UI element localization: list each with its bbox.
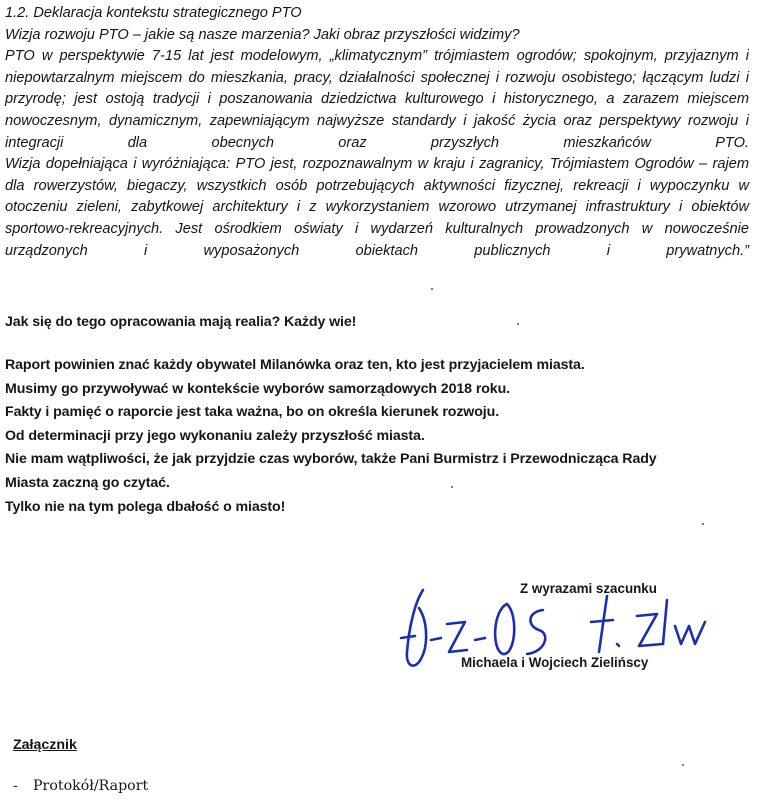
statement-line: Fakty i pamięć o raporcie jest taka ważna, bo on określa kierunek rozwoju. [5, 404, 500, 421]
signature-stroke [637, 614, 663, 646]
quote-complement: Wizja dopełniająca i wyróżniająca: PTO jest, rozpoznawalnym w kraju i zagranicy, Trójmiastem Ogrodów – rajem dla rowerzystów, biegaczy, wszystkich osób potrzebujących aktywności fizycznej, rekreacji i wypoczynku w otoczeniu zieleni, zabytkowej architektury i z wykorzystaniem wzorowo utrzymanej infrastruktury i obiektów sportowo-rekreacyjnych. Jest ośrodkiem oświaty i wydarzeń kulturalnych prowadzonych w nowocześnie urządzonych i wyposażonych obiektach publicznych i prywatnych.” [5, 156, 749, 259]
question-paragraph [5, 311, 705, 335]
signature-stroke [447, 622, 467, 652]
signature-stroke [675, 622, 705, 644]
signature-stroke [527, 610, 545, 654]
signature-stroke [591, 620, 613, 622]
statement-line: Raport powinien znać każdy obywatel Milanówka oraz ten, kto jest przyjacielem miasta. [5, 357, 585, 373]
quote-question: Wizja rozwoju PTO – jakie są nasze marzenia? Jaki obraz przyszłości widzimy? [5, 26, 520, 43]
quote-heading: 1.2. Deklaracja kontekstu strategicznego PTO [5, 5, 302, 21]
signature-stroke [663, 600, 667, 644]
scan-speck [702, 523, 704, 525]
closing-phrase: Z wyrazami szacunku [520, 581, 657, 596]
scan-speck [682, 764, 684, 766]
signature-stroke [407, 590, 426, 666]
statement-line: Miasta zaczną go czytać. [5, 474, 170, 491]
scan-speck [451, 486, 453, 488]
statement-line: Od determinacji przy jego wykonaniu zależy przyszłość miasta. [5, 427, 425, 444]
attachment-heading: Załącznik [13, 737, 77, 753]
quote-vision: PTO w perspektywie 7-15 lat jest modelowym, „klimatycznym” trójmiastem ogrodów; spokojnym, przyjaznym i niepowtarzalnym miejscem do mieszkania, pracy, działalności społecznej i rozwoju osobistego; łączącym ludzi i przyrodę; jest ostoją tradycji i poszanowania dziedzictwa kulturowego i historycznego, a zarazem miejscem nowoczesnym, dynamicznym, zapewniającym najwyższe standardy i jakość życia oraz perspektywy rozwoju i integracji dla obecnych oraz przyszłych mieszkańców PTO. [5, 48, 749, 151]
signature-stroke [617, 644, 619, 646]
scan-speck [431, 288, 433, 290]
statement-line: Tylko nie na tym polega dbałość o miasto! [5, 498, 286, 515]
signers-names: Michaela i Wojciech Zielińscy [461, 655, 649, 670]
statement-line: Nie mam wątpliwości, że jak przyjdzie czas wyborów, także Pani Burmistrz i Przewodnicząca Rady [5, 451, 657, 468]
question-line: Jak się do tego opracowania mają realia? Każdy wie! [5, 314, 357, 330]
signature-stroke [401, 636, 415, 638]
scan-speck [517, 323, 519, 325]
signature-stroke [475, 638, 485, 640]
attachment-item [13, 778, 148, 794]
statements-block [5, 354, 705, 519]
statement-line: Musimy go przywoływać w kontekście wyborów samorządowych 2018 roku. [5, 380, 510, 397]
attachment-item-label: Protokół/Raport [33, 778, 149, 794]
signature-stroke [599, 596, 607, 652]
list-bullet: - [13, 778, 18, 794]
signature-stroke [431, 638, 441, 640]
strategy-quote [5, 3, 749, 262]
signature-stroke [495, 604, 514, 654]
